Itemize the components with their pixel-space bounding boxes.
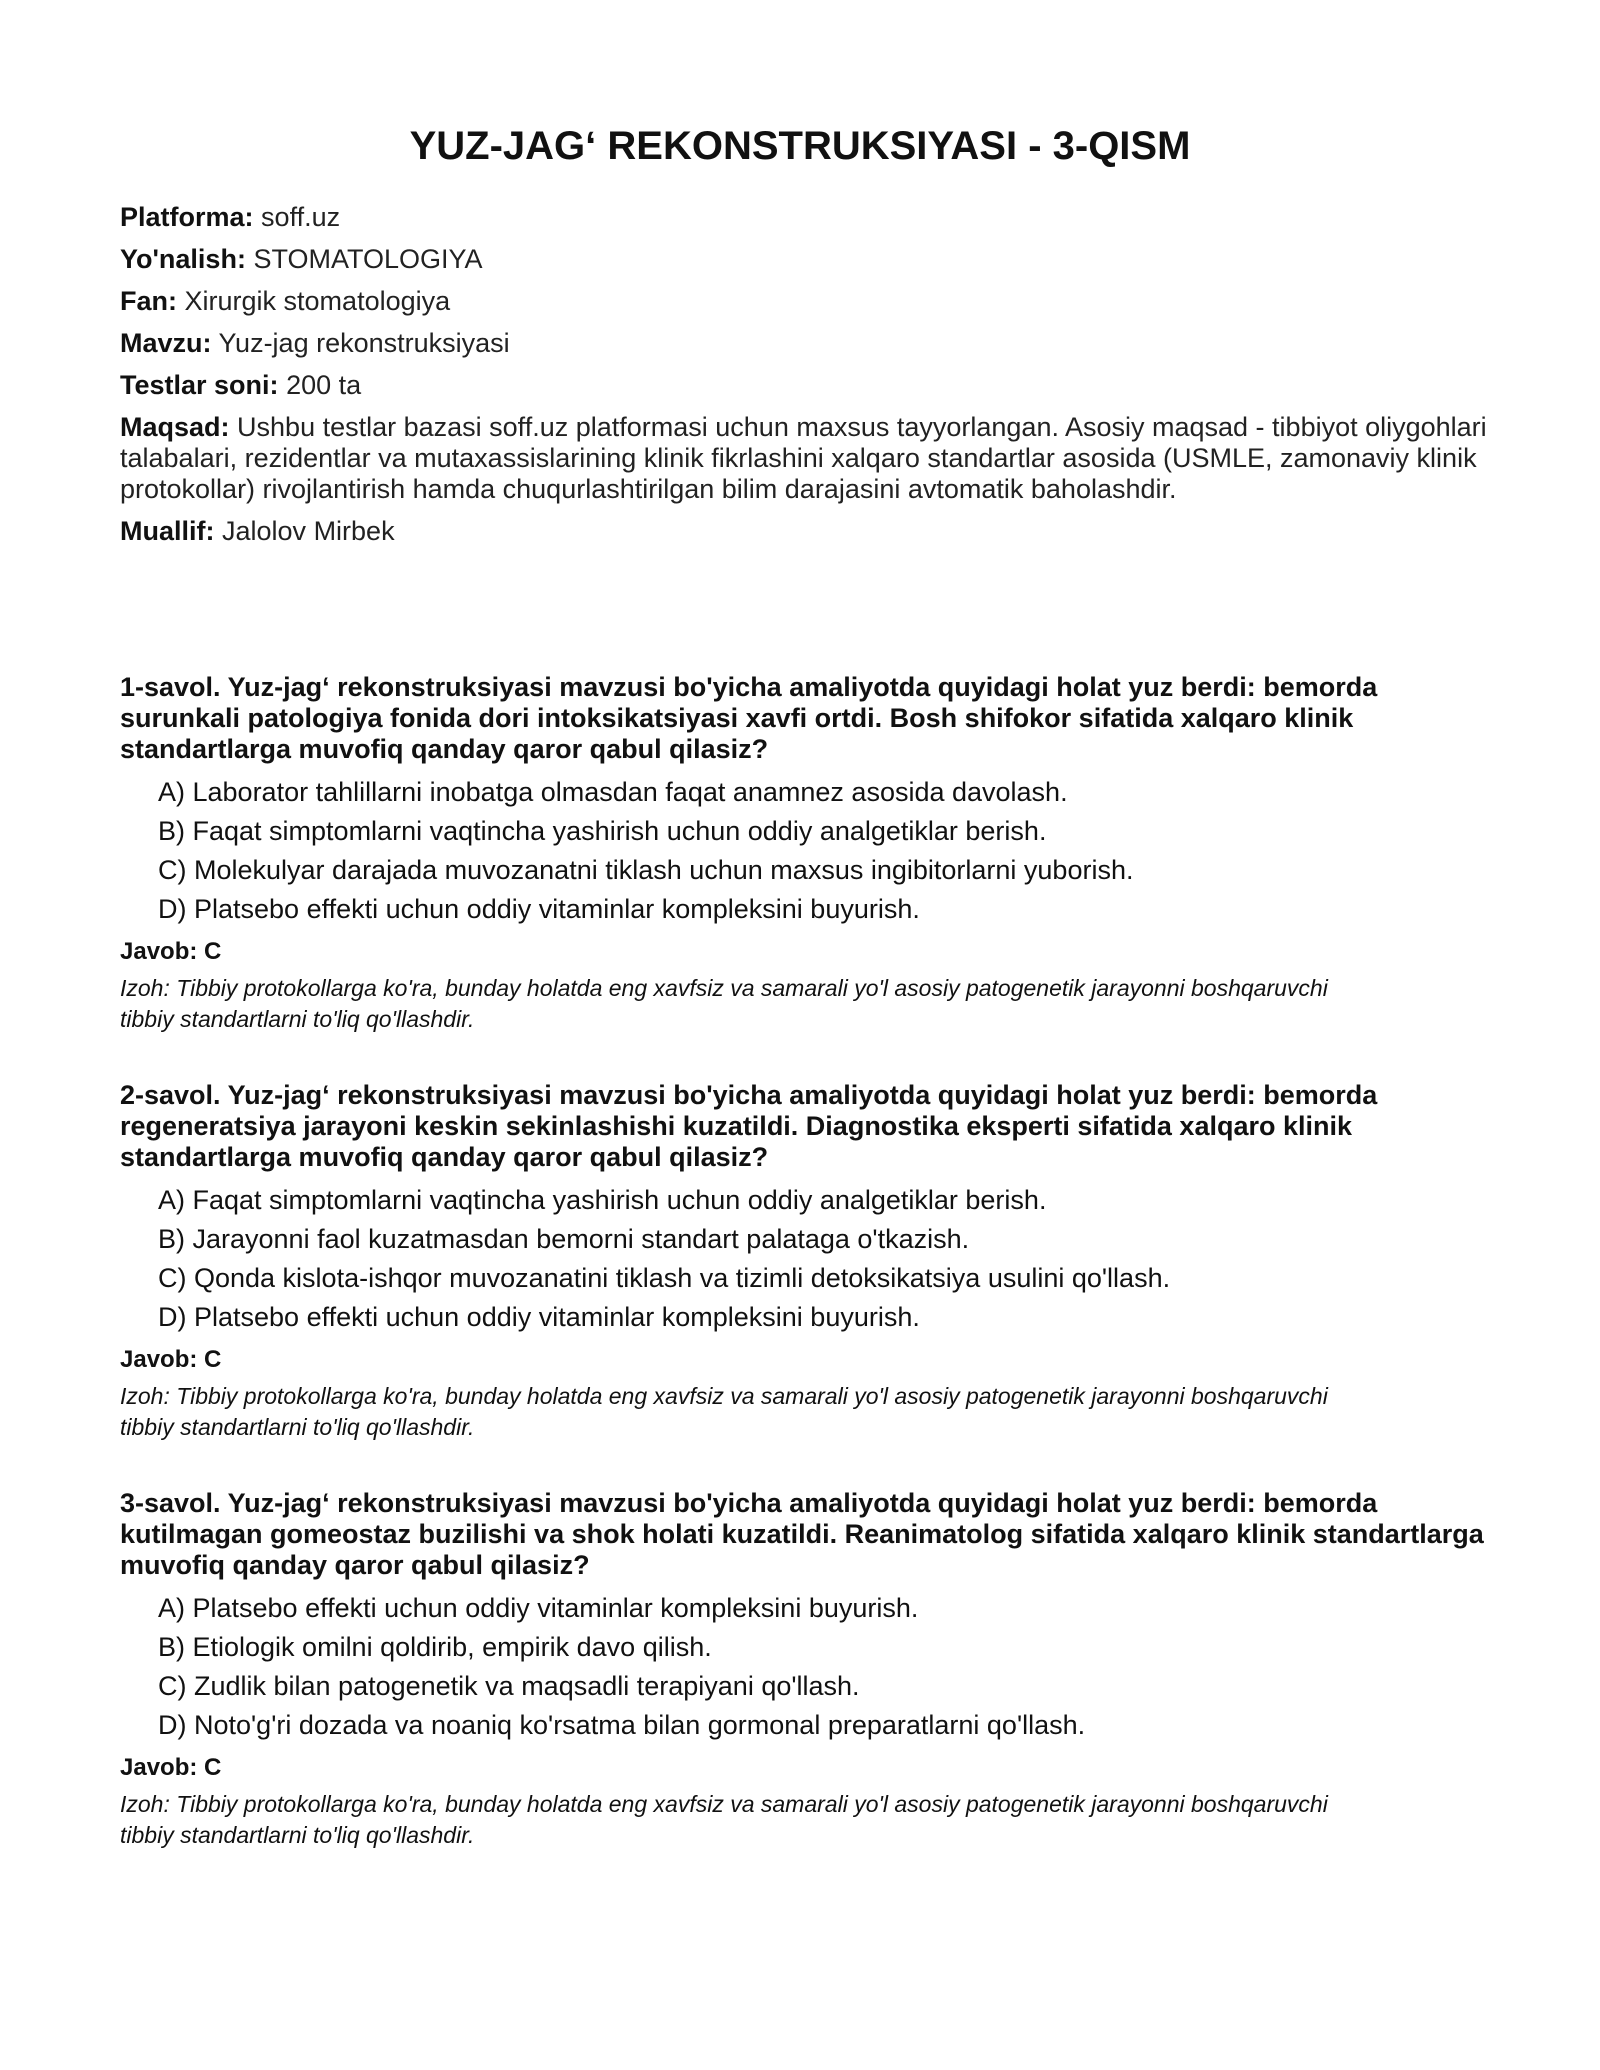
option-d: D) Noto'g'ri dozada va noaniq ko'rsatma bilan gormonal preparatlarni qo'llash.: [158, 1710, 1086, 1740]
document-metadata: [120, 202, 1500, 558]
meta-value: Yuz-jag rekonstruksiyasi: [218, 328, 510, 358]
document-title: YUZ-JAG‘ REKONSTRUKSIYASI - 3-QISM: [409, 124, 1191, 168]
meta-subject: [120, 286, 1500, 317]
option-d: D) Platsebo effekti uchun oddiy vitaminlar kompleksini buyurish.: [158, 1302, 920, 1332]
answer-options: [120, 1185, 1500, 1333]
meta-value: 200 ta: [286, 370, 362, 400]
meta-topic: [120, 328, 1500, 359]
question-item: [120, 1488, 1500, 1896]
question-item: [120, 672, 1500, 1080]
option-c: C) Qonda kislota-ishqor muvozanatini tiklash va tizimli detoksikatsiya usulini qo'llash.: [158, 1263, 1171, 1293]
option-a: A) Laborator tahlillarni inobatga olmasdan faqat anamnez asosida davolash.: [158, 777, 1068, 807]
meta-label: Muallif:: [120, 516, 215, 546]
option-a: A) Faqat simptomlarni vaqtincha yashirish uchun oddiy analgetiklar berish.: [158, 1185, 1047, 1215]
meta-value: Jalolov Mirbek: [222, 516, 395, 546]
meta-author: [120, 516, 1500, 547]
answer-explanation: Izoh: Tibbiy protokollarga ko'ra, bunday holatda eng xavfsiz va samarali yo'l asosiy patogenetik jarayonni boshqaruvchi tibbiy standartlarni to'liq qo'llashdir.: [120, 1791, 1328, 1848]
meta-label: Mavzu:: [120, 328, 212, 358]
answer-key: Javob: C: [120, 1754, 222, 1781]
meta-direction: [120, 244, 1500, 275]
meta-value: soff.uz: [261, 202, 341, 232]
question-list: [120, 672, 1500, 1896]
meta-label: Fan:: [120, 286, 177, 316]
meta-label: Platforma:: [120, 202, 254, 232]
meta-value: STOMATOLOGIYA: [253, 244, 483, 274]
option-b: B) Jarayonni faol kuzatmasdan bemorni standart palataga o'tkazish.: [158, 1224, 970, 1254]
question-text: 2-savol. Yuz-jag‘ rekonstruksiyasi mavzusi bo'yicha amaliyotda quyidagi holat yuz berdi: bemorda regeneratsiya jarayoni keskin sekinlashishi kuzatildi. Diagnostika eksperti sifatida xalqaro klinik standartlarga muvofiq qanday qaror qabul qilasiz?: [120, 1080, 1378, 1172]
answer-options: [120, 1593, 1500, 1741]
meta-value: Ushbu testlar bazasi soff.uz platformasi uchun maxsus tayyorlangan. Asosiy maqsad - tibbiyot oliygohlari talabalari, rezidentlar va mutaxassislarining klinik fikrlashini xalqaro standartlar asosida (USMLE, zamonaviy klinik protokollar) rivojlantirish hamda chuqurlashtirilgan bilim darajasini avtomatik baholashdir.: [120, 412, 1487, 504]
answer-key: Javob: C: [120, 1346, 222, 1373]
question-item: [120, 1080, 1500, 1488]
meta-label: Yo'nalish:: [120, 244, 246, 274]
meta-label: Testlar soni:: [120, 370, 279, 400]
option-c: C) Molekulyar darajada muvozanatni tiklash uchun maxsus ingibitorlarni yuborish.: [158, 855, 1134, 885]
meta-value: Xirurgik stomatologiya: [184, 286, 451, 316]
meta-label: Maqsad:: [120, 412, 230, 442]
option-d: D) Platsebo effekti uchun oddiy vitaminlar kompleksini buyurish.: [158, 894, 920, 924]
option-b: B) Etiologik omilni qoldirib, empirik davo qilish.: [158, 1632, 712, 1662]
question-text: 1-savol. Yuz-jag‘ rekonstruksiyasi mavzusi bo'yicha amaliyotda quyidagi holat yuz berdi: bemorda surunkali patologiya fonida dori intoksikatsiyasi xavfi ortdi. Bosh shifokor sifatida xalqaro klinik standartlarga muvofiq qanday qaror qabul qilasiz?: [120, 672, 1378, 764]
option-c: C) Zudlik bilan patogenetik va maqsadli terapiyani qo'llash.: [158, 1671, 860, 1701]
answer-key: Javob: C: [120, 938, 222, 965]
option-b: B) Faqat simptomlarni vaqtincha yashirish uchun oddiy analgetiklar berish.: [158, 816, 1047, 846]
question-text: 3-savol. Yuz-jag‘ rekonstruksiyasi mavzusi bo'yicha amaliyotda quyidagi holat yuz berdi: bemorda kutilmagan gomeostaz buzilishi va shok holati kuzatildi. Reanimatolog sifatida xalqaro klinik standartlarga muvofiq qanday qaror qabul qilasiz?: [120, 1488, 1484, 1580]
meta-platform: [120, 202, 1500, 233]
meta-purpose: [120, 412, 1500, 505]
answer-explanation: Izoh: Tibbiy protokollarga ko'ra, bunday holatda eng xavfsiz va samarali yo'l asosiy patogenetik jarayonni boshqaruvchi tibbiy standartlarni to'liq qo'llashdir.: [120, 1383, 1328, 1440]
option-a: A) Platsebo effekti uchun oddiy vitaminlar kompleksini buyurish.: [158, 1593, 919, 1623]
answer-options: [120, 777, 1500, 925]
meta-test-count: [120, 370, 1500, 401]
answer-explanation: Izoh: Tibbiy protokollarga ko'ra, bunday holatda eng xavfsiz va samarali yo'l asosiy patogenetik jarayonni boshqaruvchi tibbiy standartlarni to'liq qo'llashdir.: [120, 975, 1328, 1032]
